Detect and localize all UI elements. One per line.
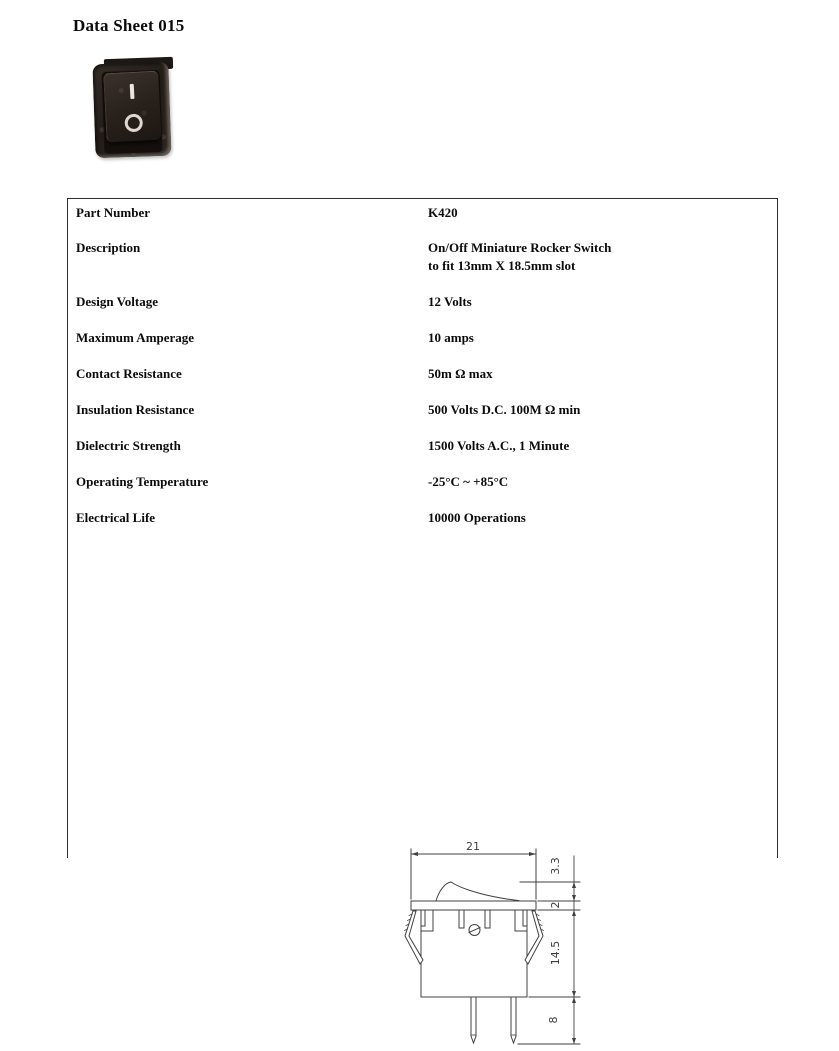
switch-rocker [103,71,162,143]
left-post [421,911,433,931]
table-row [68,204,777,239]
terminal-pin-left [471,997,476,1043]
terminal-pin-right [511,997,516,1043]
spec-value: 10 amps [428,330,474,345]
off-marking-icon [124,113,143,132]
switch-bezel [92,62,171,159]
spec-label: Design Voltage [76,294,158,309]
spec-value: 1500 Volts A.C., 1 Minute [428,438,570,453]
spec-value: -25°C ~ +85°C [428,474,509,489]
spec-value: 10000 Operations [428,510,526,525]
table-row [68,509,777,545]
spec-label: Description [76,240,141,255]
center-post-right [485,911,490,928]
spec-label: Operating Temperature [76,474,209,489]
spec-label: Insulation Resistance [76,402,195,417]
technical-drawing [398,839,588,1051]
table-row [68,473,777,509]
dim-label-body-height: 14.5 [549,940,562,966]
table-row [68,365,777,401]
spec-label: Dielectric Strength [76,438,181,453]
table-row [68,329,777,365]
right-post [515,911,527,931]
dimension-overall-width [411,840,536,899]
spec-label: Maximum Amperage [76,330,195,345]
on-marking-icon [130,84,135,99]
switch-body-outline [421,910,527,997]
right-clip [525,911,543,964]
table-row [68,239,777,293]
table-row [68,401,777,437]
spec-label: Electrical Life [76,510,156,525]
dim-label-terminal-length: 8 [547,1016,560,1024]
dim-label-width: 21 [466,840,480,853]
spec-value: 12 Volts [428,294,472,309]
center-post-left [459,911,464,928]
spec-value-line: On/Off Miniature Rocker Switch [428,240,612,255]
spec-table [67,198,778,1024]
spec-value: K420 [428,205,458,220]
spec-value: 50m Ω max [428,366,493,381]
table-row [68,293,777,329]
flange [411,901,536,910]
spec-value-line: to fit 13mm X 18.5mm slot [428,258,576,273]
dim-label-flange-thickness: 2 [549,901,562,909]
dim-label-rocker-height: 3.3 [549,857,562,875]
rocker-profile [436,882,519,901]
spec-value [428,239,777,293]
page-title: Data Sheet 015 [73,16,185,35]
spec-label: Part Number [76,205,151,220]
rocker-switch-photo [88,55,180,160]
table-row [68,437,777,473]
left-clip [405,911,423,964]
spec-label: Contact Resistance [76,366,182,381]
spec-value: 500 Volts D.C. 100M Ω min [428,402,581,417]
